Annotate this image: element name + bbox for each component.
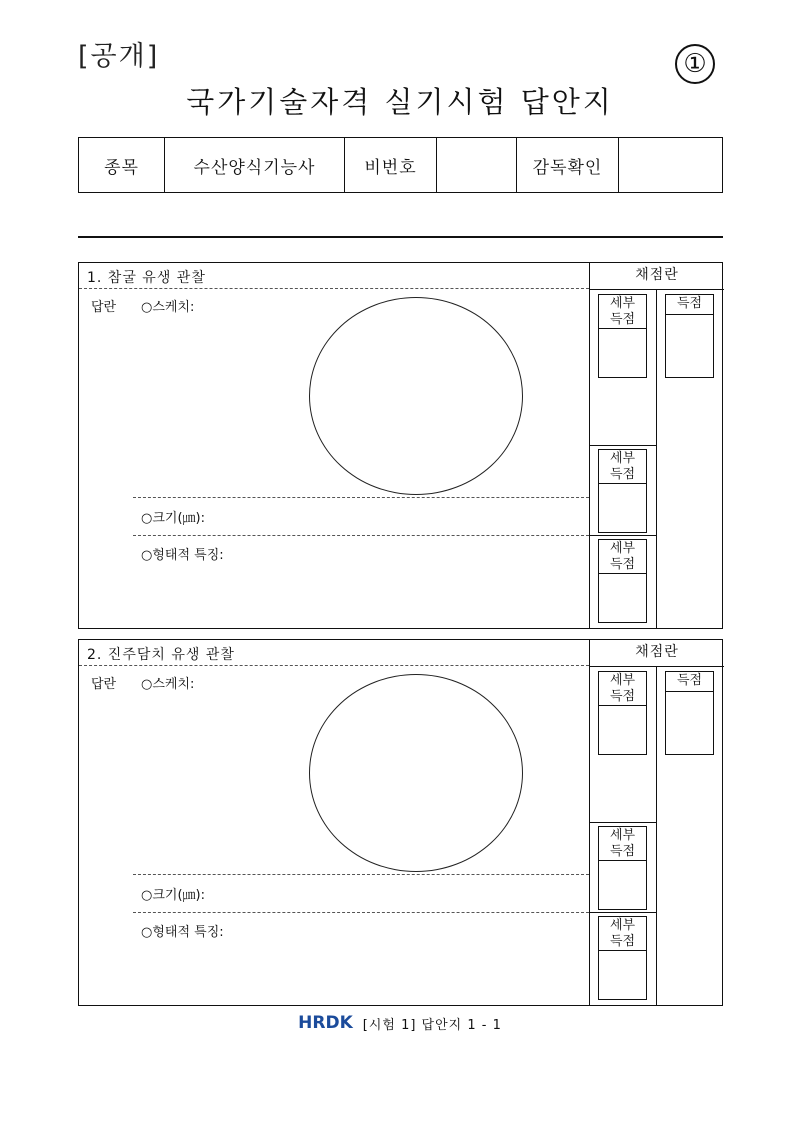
sketch-label: ○스케치: <box>141 300 195 315</box>
supervisor-label: 감독확인 <box>517 138 619 192</box>
answer-label: 답란 <box>91 300 117 315</box>
scoring-header: 채점란 <box>589 263 724 289</box>
supervisor-field[interactable] <box>619 138 722 192</box>
feature-label: ○형태적 특징: <box>141 548 224 563</box>
score-divider <box>589 912 656 913</box>
sketch-circle[interactable] <box>309 297 523 495</box>
detail-score-box[interactable] <box>598 671 647 755</box>
hrdk-logo: HRDK <box>298 1013 353 1033</box>
sheet-number-badge: ① <box>675 44 715 84</box>
secret-number-field[interactable] <box>437 138 517 192</box>
detail-score-box[interactable] <box>598 294 647 378</box>
question-block-2 <box>78 639 723 1006</box>
score-divider <box>589 445 656 446</box>
page-title: 국가기술자격 실기시험 답안지 <box>186 85 614 119</box>
feature-label: ○형태적 특징: <box>141 925 224 940</box>
total-score-label: 득점 <box>666 672 713 692</box>
sketch-circle[interactable] <box>309 674 523 872</box>
score-divider <box>589 822 656 823</box>
sketch-label: ○스케치: <box>141 677 195 692</box>
secret-number-label: 비번호 <box>345 138 437 192</box>
total-score-box[interactable] <box>665 671 714 755</box>
dashed-divider <box>133 912 589 913</box>
size-label: ○크기(㎛): <box>141 511 205 526</box>
size-label: ○크기(㎛): <box>141 888 205 903</box>
detail-score-label: 세부 득점 <box>599 295 646 329</box>
detail-score-label: 세부 득점 <box>599 672 646 706</box>
score-divider <box>589 535 656 536</box>
footer <box>0 1013 800 1033</box>
scoring-header: 채점란 <box>589 640 724 666</box>
answer-label: 답란 <box>91 677 117 692</box>
footer-text: [시험 1] 답안지 1 - 1 <box>362 1017 502 1033</box>
exam-info-table <box>78 137 723 193</box>
dashed-divider <box>133 497 589 498</box>
detail-score-label: 세부 득점 <box>599 827 646 861</box>
dashed-divider <box>79 665 589 666</box>
question-title: 1. 참굴 유생 관찰 <box>87 270 206 286</box>
detail-score-label: 세부 득점 <box>599 540 646 574</box>
detail-score-label: 세부 득점 <box>599 450 646 484</box>
detail-score-label: 세부 득점 <box>599 917 646 951</box>
detail-score-box[interactable] <box>598 916 647 1000</box>
question-title: 2. 진주담치 유생 관찰 <box>87 647 235 663</box>
total-score-label: 득점 <box>666 295 713 315</box>
disclosure-tag: [공개] <box>78 41 160 72</box>
detail-score-box[interactable] <box>598 826 647 910</box>
total-score-box[interactable] <box>665 294 714 378</box>
question-block-1 <box>78 262 723 629</box>
field-value[interactable]: 수산양식기능사 <box>165 138 345 192</box>
field-label: 종목 <box>79 138 165 192</box>
dashed-divider <box>133 874 589 875</box>
dashed-divider <box>79 288 589 289</box>
detail-score-box[interactable] <box>598 449 647 533</box>
detail-score-box[interactable] <box>598 539 647 623</box>
divider <box>78 236 723 238</box>
dashed-divider <box>133 535 589 536</box>
